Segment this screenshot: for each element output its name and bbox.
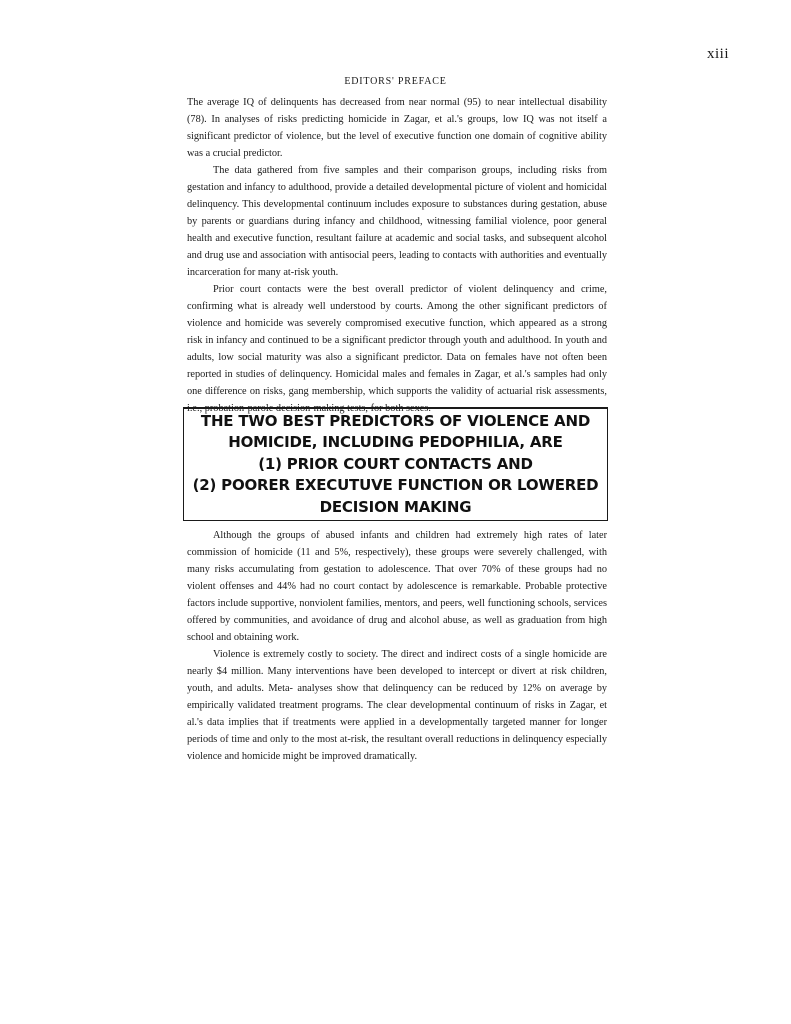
paragraph-iq: The average IQ of delinquents has decreased from near normal (95) to near intellectual disability (78). In analyses of risks predicting homicide in Zagar, et al.'s groups, low IQ was not itself a significant predictor of violence, but the level of executive function one domain of cognitive ability was a crucial predictor.	[187, 97, 607, 159]
paragraph-costs: Violence is extremely costly to society. The direct and indirect costs of a single homicide are nearly $4 million. Many interventions have been developed to intercept or divert at risk children, youth, and adults. Meta- analyses show that delinquency can be reduced by 12% on average by empirically validated treatment programs. The clear developmental continuum of risks in Zagar, et al.'s data implies that if treatments were applied in a developmentally targeted manner for longer periods of time and only to the most at-risk, the resultant overall reductions in delinquency especially violence and homicide might be improved dramatically.	[187, 649, 607, 762]
callout-text	[193, 411, 599, 519]
callout-line: DECISION MAKING	[319, 497, 472, 516]
paragraph-court-contacts: Prior court contacts were the best overall predictor of violent delinquency and crime, confirming what is already well understood by courts. Among the other significant predictors of violence and homicide was severely compromised executive function, which appeared as a strong risk in infancy and continued to be a significant predictor through youth and adulthood. In youth and adults, low social maturity was also a significant predictor. Data on females have not often been reported in studies of delinquency. Homicidal males and females in Zagar, et al.'s samples had only one difference on risks, gang membership, which supports the validity of actuarial risk assessments, i.e., probation-parole decision-making tests, for both sexes.	[187, 284, 607, 414]
callout-line: THE TWO BEST PREDICTORS OF VIOLENCE AND	[200, 411, 591, 430]
running-header: EDITORS' PREFACE	[344, 76, 447, 87]
paragraph-protective-factors: Although the groups of abused infants and children had extremely high rates of later commission of homicide (11 and 5%, respectively), these groups were severely challenged, with many risks accumulating from gestation to adolescence. That over 70% of these groups had no violent offenses and 44% had no court contact by adolescence is remarkable. Probable protective factors include supportive, nonviolent families, mentors, and peers, well functioning schools, services offered by communities, and avoidance of drug and alcohol abuse, as well as graduation from high school and obtaining work.	[187, 530, 607, 643]
callout-line: (2) POORER EXECUTUVE FUNCTION OR LOWERED	[192, 476, 599, 495]
upper-body-text	[187, 94, 607, 417]
callout-line: HOMICIDE, INCLUDING PEDOPHILIA, ARE	[228, 433, 563, 452]
page-number: xiii	[706, 46, 729, 62]
paragraph-developmental-continuum: The data gathered from five samples and their comparison groups, including risks from gestation and infancy to adulthood, provide a detailed developmental picture of violent and homicidal delinquency. This developmental continuum includes exposure to substances during gestation, abuse by parents or guardians during infancy and childhood, witnessing familial violence, poor general health and executive function, resultant failure at academic and social tasks, and subsequent alcohol and drug use and association with antisocial peers, leading to contacts with authorities and eventually incarceration for many at-risk youth.	[187, 165, 607, 278]
callout-line: (1) PRIOR COURT CONTACTS AND	[258, 454, 533, 473]
callout-box	[183, 407, 608, 521]
lower-body-text	[187, 527, 607, 765]
